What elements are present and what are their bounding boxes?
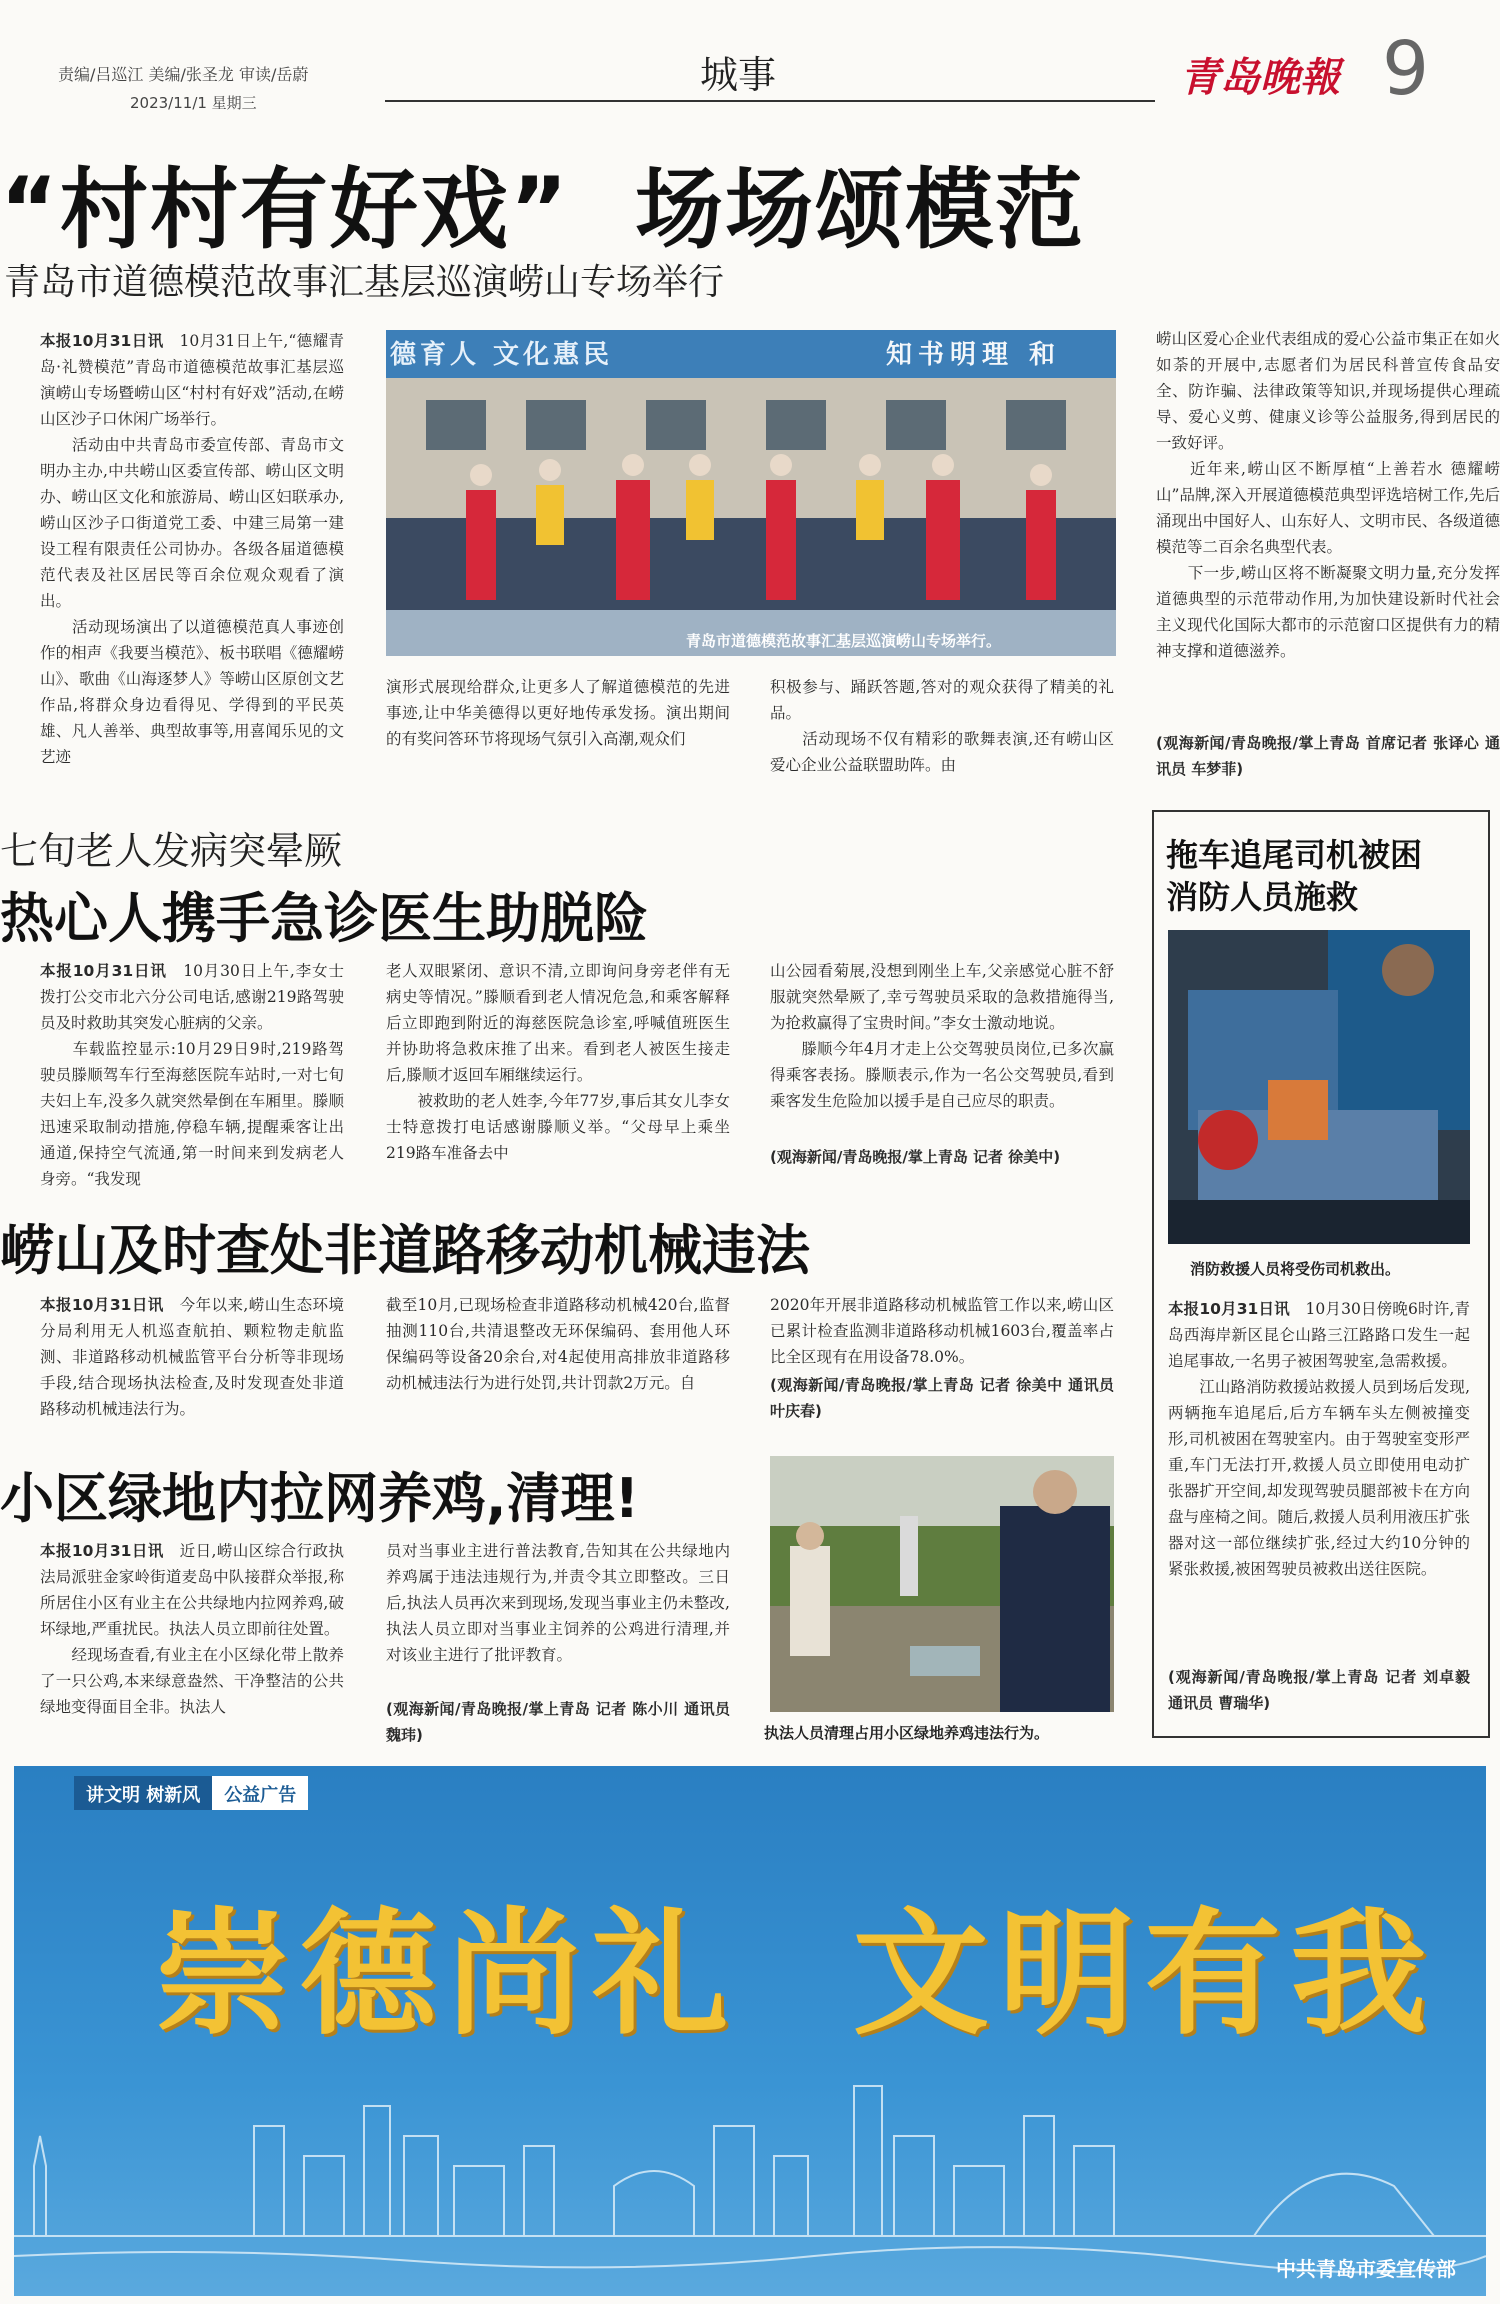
photo-banner-text: 知书明理 和	[886, 340, 1062, 370]
public-service-ad	[14, 1766, 1486, 2296]
performance-photo	[386, 330, 1116, 656]
masthead	[0, 0, 1500, 110]
stage-performance-image	[386, 330, 1116, 656]
rescue-photo	[1168, 930, 1470, 1244]
article-credit: (观海新闻/青岛晚报/掌上青岛 记者 徐美中)	[770, 1148, 1061, 1166]
article-dateline: 本报10月31日讯	[40, 1296, 164, 1314]
ad-tag	[74, 1776, 308, 1810]
editor-credits: 责编/吕巡江 美编/张圣龙 审读/岳蔚	[58, 65, 309, 84]
sidebar-body: 本报10月31日讯 10月30日傍晚6时许,青岛西海岸新区昆仑山路三江路路口发生一起追尾事故,一名男子被困驾驶室,急需救援。 江山路消防救援站救援人员到场后发现,两辆拖车追尾后,后方车辆车头左侧被撞变形,司机被困在驾驶室内。由于驾驶室变形严重,车门无法打开,救援人员立即使用电动扩张器扩开空间,却发现驾驶员腿部被卡在方向盘与座椅之间。随后,救援人员利用液压扩张器对这一部位继续扩张,经过大约10分钟的紧张救援,被困驾驶员被救出送往医院。	[1168, 1300, 1470, 1578]
article-column: 员对当事业主进行普法教育,告知其在公共绿地内养鸡属于违法违规行为,并责令其立即整改。三日后,执法人员再次来到现场,发现当事业主仍未整改,执法人员立即对当事业主饲养的公鸡进行清理,并对该业主进行了批评教育。	[386, 1542, 730, 1664]
ad-tag-slogan: 讲文明 树新风	[74, 1776, 212, 1810]
article-credit: (观海新闻/青岛晚报/掌上青岛 首席记者 张译心 通讯员 车梦菲)	[1156, 734, 1500, 778]
article-kicker: 七旬老人发病突晕厥	[0, 829, 343, 873]
article-headline: 崂山及时查处非道路移动机械违法	[0, 1219, 810, 1282]
ad-sponsor: 中共青岛市委宣传部	[1276, 2257, 1456, 2281]
article-column: 本报10月31日讯 10月31日上午,“德耀青岛·礼赞模范”青岛市道德模范故事汇基层巡演崂山专场暨崂山区“村村有好戏”活动,在崂山区沙子口休闲广场举行。 活动由中共青岛市委宣传部、青岛市文明办主办,中共崂山区委宣传部、崂山区文明办、崂山区文化和旅游局、崂山区妇联承办,崂山区沙子口街道党工委、中建三局第一建设工程有限责任公司协办。各级各届道德模范代表及社区居民等百余位观众观看了演出。 活动现场演出了以道德模范真人事迹创作的相声《我要当模范》、板书联唱《德耀崂山》、歌曲《山海逐梦人》等崂山区原创文艺作品,将群众身边看得见、学得到的平民英雄、凡人善举、典型故事等,用喜闻乐见的文艺迹	[40, 332, 344, 766]
article-credit: (观海新闻/青岛晚报/掌上青岛 记者 徐美中 通讯员 叶庆春)	[770, 1376, 1114, 1420]
ad-slogan: 崇德尚礼 文明有我	[154, 1894, 1437, 2054]
article-column: 本报10月31日讯 10月30日上午,李女士拨打公交市北六分公司电话,感谢219路驾驶员及时救助其突发心脏病的父亲。 车载监控显示:10月29日9时,219路驾驶员滕顺驾车行至海慈医院车站时,一对七旬夫妇上车,没多久就突然晕倒在车厢里。滕顺迅速采取制动措施,停稳车辆,提醒乘客让出通道,保持空气流通,第一时间来到发病老人身旁。“我发现	[40, 962, 344, 1188]
photo-caption: 消防救援人员将受伤司机救出。	[1190, 1260, 1401, 1278]
ad-tag-label: 公益广告	[212, 1776, 308, 1810]
masthead-rule	[385, 100, 1155, 102]
chicken-cleanup-photo	[770, 1456, 1114, 1712]
sidebar-headline: 消防人员施救	[1166, 878, 1359, 916]
article-dateline: 本报10月31日讯	[40, 962, 167, 980]
article-dateline: 本报10月31日讯	[1168, 1300, 1290, 1318]
article-dateline: 本报10月31日讯	[40, 332, 164, 350]
rescue-scene-image	[1168, 930, 1470, 1244]
sidebar-headline: 拖车追尾司机被困	[1166, 836, 1423, 874]
article-column: 截至10月,已现场检查非道路移动机械420台,监督抽测110台,共清退整改无环保编码、套用他人环保编码等设备20余台,对4起使用高排放非道路移动机械违法行为进行处罚,共计罚款2万元。自	[386, 1296, 730, 1392]
article-subheadline: 青岛市道德模范故事汇基层巡演崂山专场举行	[4, 262, 725, 303]
article-headline: 小区绿地内拉网养鸡,清理!	[0, 1467, 640, 1530]
article-column: 2020年开展非道路移动机械监管工作以来,崂山区已累计检查监测非道路移动机械1603台,覆盖率占比全区现有在用设备78.0%。	[770, 1296, 1114, 1366]
green-space-enforcement-image	[770, 1456, 1114, 1712]
article-column: 本报10月31日讯 近日,崂山区综合行政执法局派驻金家岭街道麦岛中队接群众举报,称所居住小区有业主在公共绿地内拉网养鸡,破坏绿地,严重扰民。执法人员立即前往处置。 经现场查看,有业主在小区绿化带上散养了一只公鸡,本来绿意盎然、干净整洁的公共绿地变得面目全非。执法人	[40, 1542, 344, 1716]
article-column: 演形式展现给群众,让更多人了解道德模范的先进事迹,让中华美德得以更好地传承发扬。演出期间的有奖问答环节将现场气氛引入高潮,观众们	[386, 678, 730, 748]
page-number: 9	[1382, 26, 1430, 112]
issue-date: 2023/11/1 星期三	[130, 94, 257, 112]
article-headline: 热心人携手急诊医生助脱险	[0, 887, 648, 950]
article-column: 山公园看菊展,没想到刚坐上车,父亲感觉心脏不舒服就突然晕厥了,幸亏驾驶员采取的急救措施得当,为抢救赢得了宝贵时间。”李女士激动地说。 滕顺今年4月才走上公交驾驶员岗位,已多次赢得乘客表扬。滕顺表示,作为一名公交驾驶员,看到乘客发生危险加以援手是自己应尽的职责。	[770, 962, 1114, 1110]
article-column: 本报10月31日讯 今年以来,崂山生态环境分局利用无人机巡查航拍、颗粒物走航监测、非道路移动机械监管平台分析等非现场手段,结合现场执法检查,及时发现查处非道路移动机械违法行为。	[40, 1296, 344, 1418]
section-name: 城事	[700, 53, 777, 97]
article-credit: (观海新闻/青岛晚报/掌上青岛 记者 刘卓毅 通讯员 曹瑞华)	[1168, 1668, 1470, 1712]
paper-name-logo: 青岛晚報	[1180, 54, 1340, 101]
article-headline: “村村有好戏” 场场颂模范	[0, 158, 1085, 261]
article-column: 崂山区爱心企业代表组成的爱心公益市集正在如火如荼的开展中,志愿者们为居民科普宣传食品安全、防诈骗、法律政策等知识,并现场提供心理疏导、爱心义剪、健康义诊等公益服务,得到居民的一致好评。 近年来,崂山区不断厚植“上善若水 德耀崂山”品牌,深入开展道德模范典型评选培树工作,先后涌现出中国好人、山东好人、文明市民、各级道德模范等二百余名典型代表。 下一步,崂山区将不断凝聚文明力量,充分发挥道德典型的示范带动作用,为加快建设新时代社会主义现代化国际大都市的示范窗口区提供有力的精神支撑和道德滋养。	[1156, 330, 1500, 660]
sidebar-news-box	[1152, 810, 1490, 1738]
photo-caption: 执法人员清理占用小区绿地养鸡违法行为。	[764, 1724, 1050, 1742]
article-dateline: 本报10月31日讯	[40, 1542, 164, 1560]
article-credit: (观海新闻/青岛晚报/掌上青岛 记者 陈小川 通讯员 魏玮)	[386, 1700, 730, 1744]
article-column: 积极参与、踊跃答题,答对的观众获得了精美的礼品。 活动现场不仅有精彩的歌舞表演,还有崂山区爱心企业公益联盟助阵。由	[770, 678, 1114, 774]
article-column: 老人双眼紧闭、意识不清,立即询问身旁老伴有无病史等情况。”滕顺看到老人情况危急,和乘客解释后立即跑到附近的海慈医院急诊室,呼喊值班医生并协助将急救床推了出来。看到老人被医生接走后,滕顺才返回车厢继续运行。 被救助的老人姓李,今年77岁,事后其女儿李女士特意拨打电话感谢滕顺义举。“父母早上乘坐219路车准备去中	[386, 962, 730, 1162]
photo-banner-text: 德育人 文化惠民	[390, 340, 614, 370]
photo-caption: 青岛市道德模范故事汇基层巡演崂山专场举行。	[686, 632, 1002, 650]
city-skyline-icon	[14, 2066, 1486, 2286]
